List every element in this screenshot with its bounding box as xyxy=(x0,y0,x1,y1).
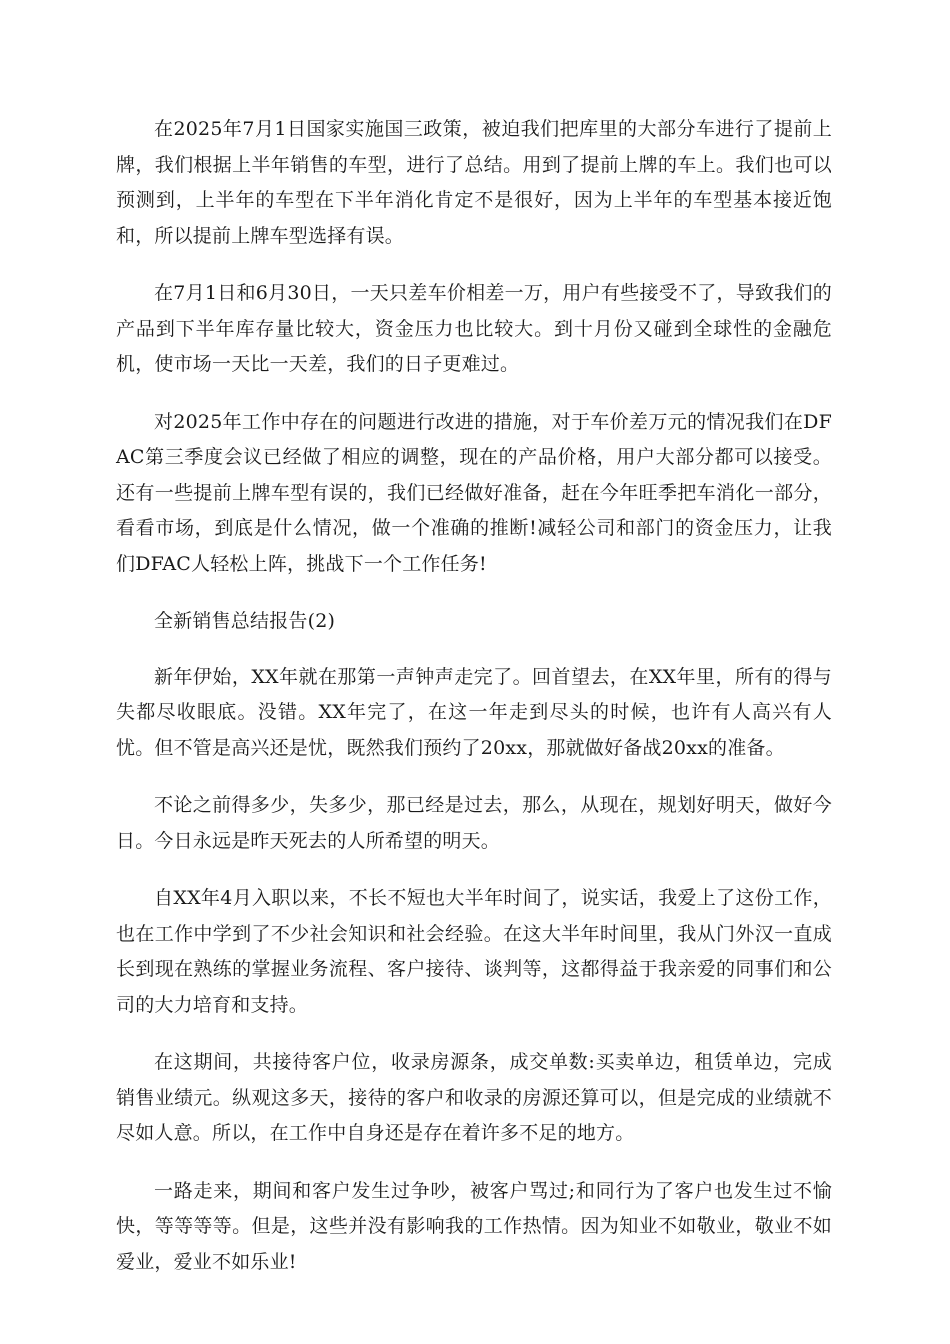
paragraph-joined: 自XX年4月入职以来，不长不短也大半年时间了，说实话，我爱上了这份工作，也在工作中学到了不少社会知识和社会经验。在这大半年时间里，我从门外汉一直成长到现在熟练的掌握业务流程、客户接待、谈判等，这都得益于我亲爱的同事们和公司的大力培育和支持。 xyxy=(116,887,832,1016)
section-heading: 全新销售总结报告(2) xyxy=(154,610,336,632)
paragraph-price-gap: 在7月1日和6月30日，一天只差车价相差一万，用户有些接受不了，导致我们的产品到下半年库存量比较大，资金压力也比较大。到十月份又碰到全球性的金融危机，使市场一天比一天差，我们的日子更难过。 xyxy=(116,282,832,375)
paragraph-improvements: 对2025年工作中存在的问题进行改进的措施，对于车价差万元的情况我们在DFAC第三季度会议已经做了相应的调整，现在的产品价格，用户大部分都可以接受。还有一些提前上牌车型有误的，我们已经做好准备，赶在今年旺季把车消化一部分，看看市场，到底是什么情况，做一个准确的推断!减轻公司和部门的资金压力，让我们DFAC人轻松上阵，挑战下一个工作任务! xyxy=(116,410,832,575)
paragraph-policy: 在2025年7月1日国家实施国三政策，被迫我们把库里的大部分车进行了提前上牌，我们根据上半年销售的车型，进行了总结。用到了提前上牌的车上。我们也可以预测到，上半年的车型在下半年消化肯定不是很好，因为上半年的车型基本接近饱和，所以提前上牌车型选择有误。 xyxy=(116,118,832,247)
paragraph-performance: 在这期间，共接待客户位，收录房源条，成交单数:买卖单边，租赁单边，完成销售业绩元。纵观这多天，接待的客户和收录的房源还算可以，但是完成的业绩就不尽如人意。所以，在工作中自身还是存在着许多不足的地方。 xyxy=(116,1051,832,1144)
paragraph-new-year: 新年伊始，XX年就在那第一声钟声走完了。回首望去，在XX年里，所有的得与失都尽收眼底。没错。XX年完了，在这一年走到尽头的时候，也许有人高兴有人忧。但不管是高兴还是忧，既然我们预约了20xx，那就做好备战20xx的准备。 xyxy=(116,665,832,759)
paragraph-past: 不论之前得多少，失多少，那已经是过去，那么，从现在，规划好明天，做好今日。今日永远是昨天死去的人所希望的明天。 xyxy=(116,794,832,852)
paragraph-journey: 一路走来，期间和客户发生过争吵，被客户骂过;和同行为了客户也发生过不愉快，等等等等。但是，这些并没有影响我的工作热情。因为知业不如敬业，敬业不如爱业，爱业不如乐业! xyxy=(116,1179,832,1273)
